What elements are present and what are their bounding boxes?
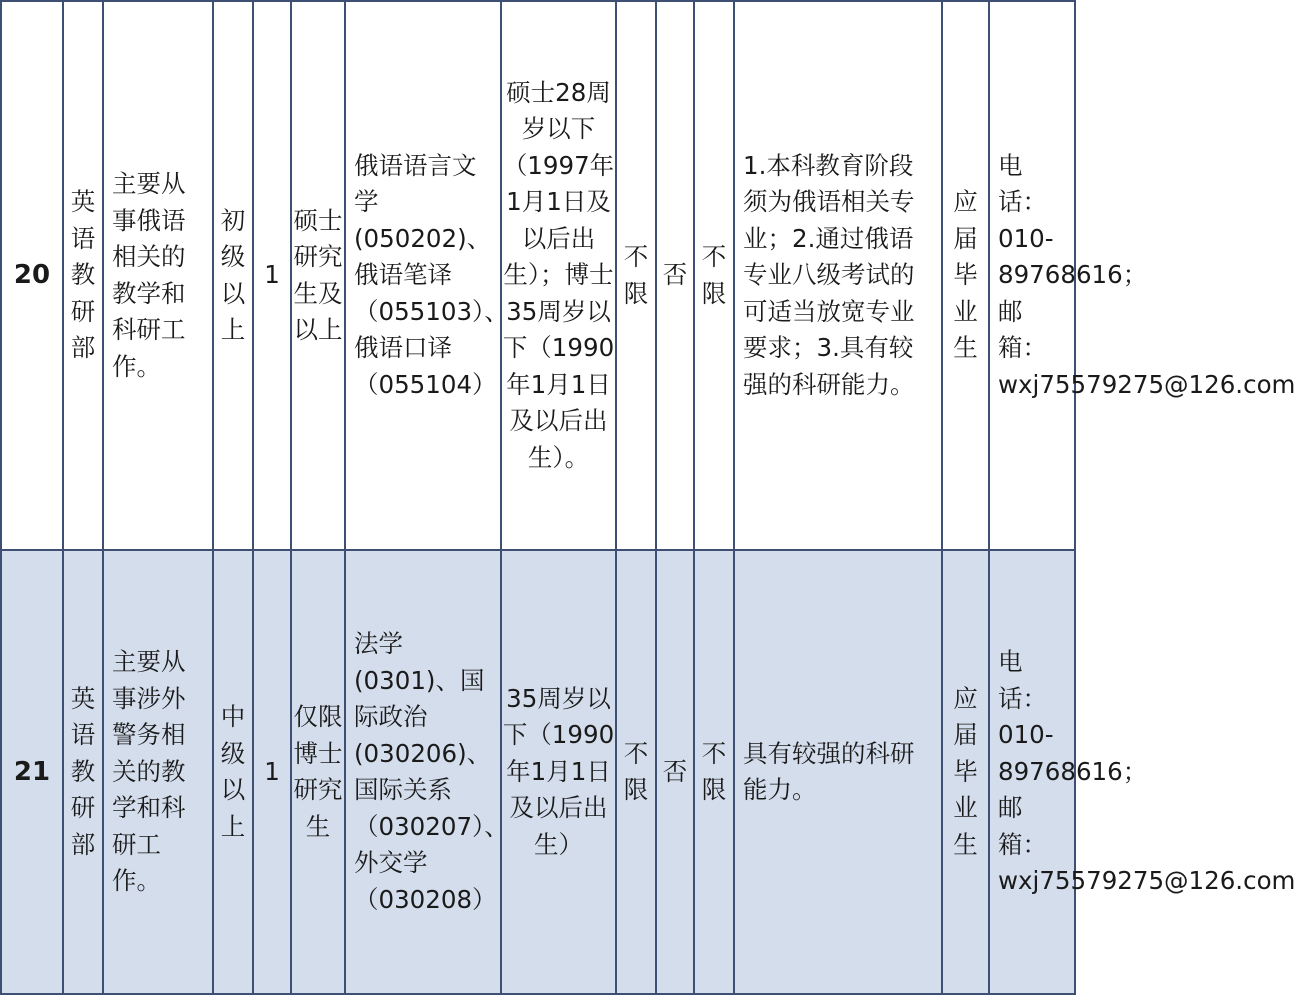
headcount-cell: 1: [253, 1, 291, 550]
no-cell: 否: [656, 550, 694, 994]
education-cell: 硕士研究生及以上: [291, 1, 345, 550]
education-cell: 仅限博士研究生: [291, 550, 345, 994]
contact-cell: 电话：010-89768616；邮箱：wxj75579275@126.com: [989, 550, 1075, 994]
row-number: 21: [1, 550, 63, 994]
requirements-cell: 具有较强的科研能力。: [734, 550, 942, 994]
title-level-cell: 初级以上: [213, 1, 253, 550]
target-cell: 应届毕业生: [942, 550, 989, 994]
major-cell: 俄语语言文学(050202)、俄语笔译（055103）、俄语口译（055104）: [345, 1, 501, 550]
gender-cell: 不限: [616, 1, 656, 550]
table-row: [1, 550, 1075, 994]
duty-cell: 主要从事涉外警务相关的教学和科研工作。: [103, 550, 213, 994]
major-cell: 法学(0301)、国际政治(030206)、国际关系（030207）、外交学（030208）: [345, 550, 501, 994]
title-level-cell: 中级以上: [213, 550, 253, 994]
department-cell: 英语教研部: [63, 550, 103, 994]
target-cell: 应届毕业生: [942, 1, 989, 550]
requirements-cell: 1.本科教育阶段须为俄语相关专业；2.通过俄语专业八级考试的可适当放宽专业要求；3.具有较强的科研能力。: [734, 1, 942, 550]
age-cell: 硕士28周岁以下（1997年1月1日及以后出生）；博士35周岁以下（1990年1月1日及以后出生）。: [501, 1, 616, 550]
duty-cell: 主要从事俄语相关的教学和科研工作。: [103, 1, 213, 550]
headcount-cell: 1: [253, 550, 291, 994]
row-number: 20: [1, 1, 63, 550]
table-row: [1, 1, 1075, 550]
no-cell: 否: [656, 1, 694, 550]
gender-cell: 不限: [616, 550, 656, 994]
political-cell: 不限: [694, 1, 734, 550]
age-cell: 35周岁以下（1990年1月1日及以后出生）: [501, 550, 616, 994]
political-cell: 不限: [694, 550, 734, 994]
department-cell: 英语教研部: [63, 1, 103, 550]
contact-cell: 电话：010-89768616；邮箱：wxj75579275@126.com: [989, 1, 1075, 550]
